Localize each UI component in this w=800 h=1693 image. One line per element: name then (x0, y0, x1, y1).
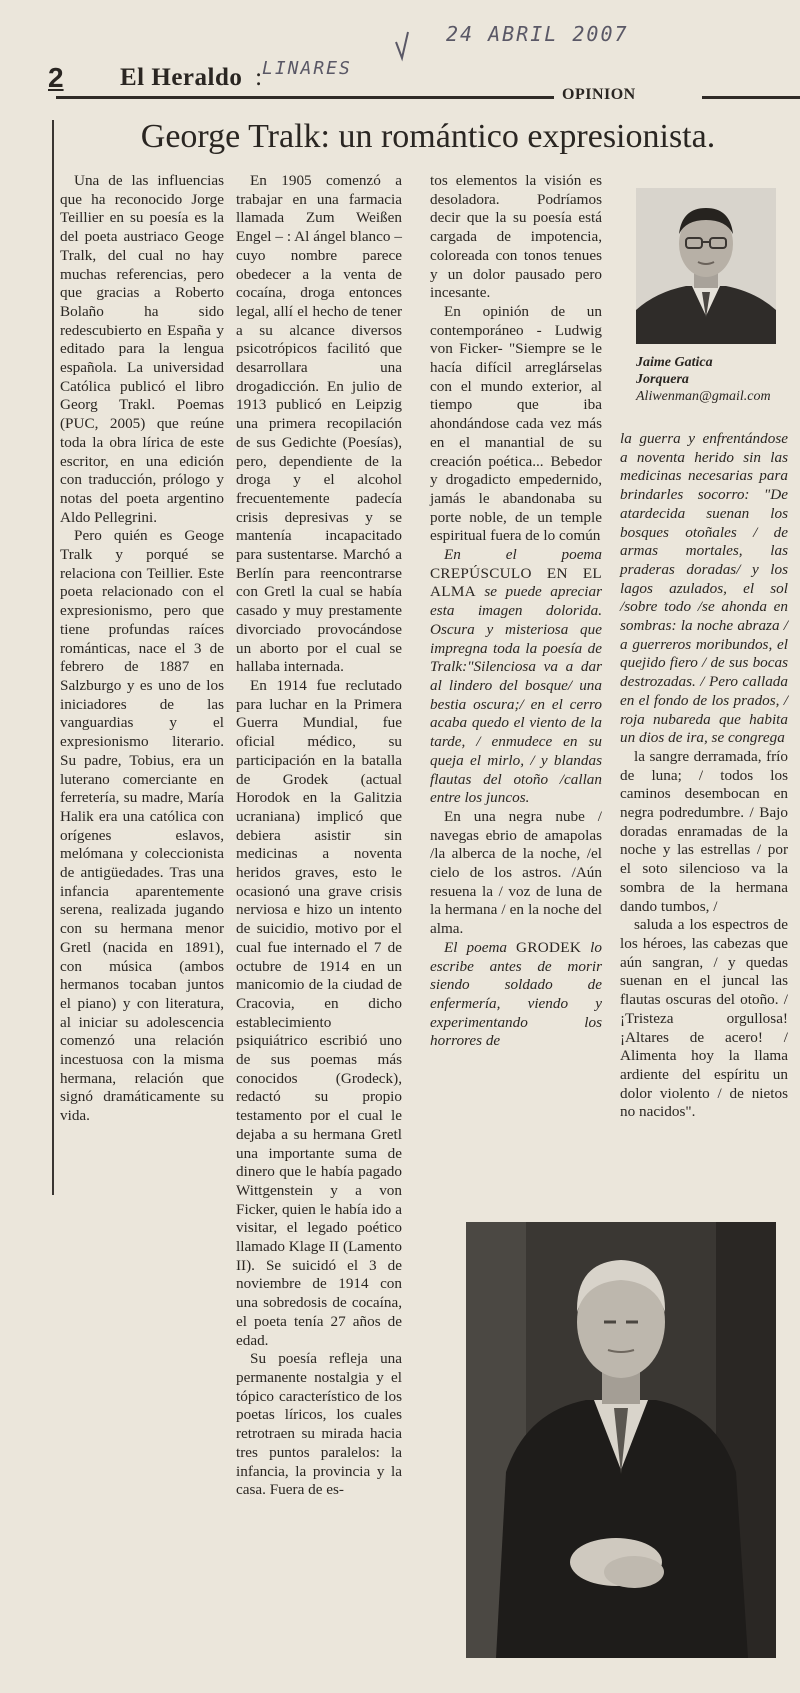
handwritten-city: LINARES (262, 58, 352, 79)
article-column-4 (620, 430, 788, 1122)
article-column-1 (60, 172, 224, 1126)
author-portrait-image (636, 188, 776, 344)
poet-photograph (466, 1222, 776, 1658)
poem-excerpt: la guerra y enfrentándose a noventa herido sin las medicinas necesarias para brindarles socorro: "De atardecida suenan los bosques otoñales / de armas mortales, las praderas doradas/ y los lagos azulados, el sol /sobre todo /se ahonda en sombras: la noche abraza / a guerreros moribundos, el quejido fiero / de sus bocas destrozadas. / Pero callada en el fondo de los prados, / roja nubareda que habita un dios de ira, se congrega (620, 430, 788, 747)
author-portrait (636, 188, 776, 344)
poem-excerpt: se puede apreciar esta imagen dolorida. Oscura y misteriosa que impregna toda la poesía de Tralk:"Silenciosa va a dar al lindero del bosque/ una bestia oscura;/ en el cerro acaba quedo el viento de la tarde, / enmudece en su queja el mirlo, / y blandas flautas del otoño /callan entre los juncos. (430, 583, 602, 807)
article-column-2 (236, 172, 402, 1500)
masthead-rule-left (56, 96, 554, 99)
author-email: Aliwenman@gmail.com (636, 389, 771, 404)
poem-intro-lead: En el poema (444, 546, 602, 564)
poet-photograph-image (466, 1222, 776, 1658)
poem-title: CREPÚSCULO EN EL ALMA (430, 564, 602, 601)
article-paragraph: En 1905 comenzó a trabajar en una farmacia llamada Zum Weißen Engel – : Al ángel blanco – cuyo nombre parece obedecer a la venta de cocaína, droga entonces legal, allí el hecho de tener a su alcance diversos psicotrópicos facilitó que desarrollara una drogadicción. En julio de 1913 publicó en Leipzig una primera recopilación de sus Gedichte (Poesías), pero, dependiente de la droga y el alcohol frecuentemente padecía crisis depresivas y se mantenía incapacitado para sustentarse. Marchó a Berlín para reencontrarse con Gretl la cual se había casado y muy prestamente divorciado provocándose un aborto por el cual se hallaba internada. (236, 172, 402, 676)
masthead-separator: : (255, 64, 263, 91)
section-label: OPINION (562, 86, 636, 103)
article-paragraph: saluda a los espectros de los héroes, las cabezas que aún sangran, / y quedas suenan en el juncal las flautas oscuras del otoño. / ¡Tristeza orgullosa! ¡Altares de acero! / Alimenta hoy la llama ardiente del espíritu un dolor violento / de nietos no nacidos". (620, 916, 788, 1121)
article-paragraph: En una negra nube / navegas ebrio de amapolas /la alberca de la noche, /el cielo de los astros. /Aún resuena la / voz de luna de la hermana / en la noche del alma. (430, 807, 602, 938)
poem-intro-paragraph (430, 939, 602, 1051)
author-byline (636, 354, 771, 405)
article-headline: George Tralk: un romántico expresionista. (140, 118, 716, 155)
article-paragraph: En opinión de un contemporáneo - Ludwig von Ficker- "Siempre se le hacía difícil arreglárselas con el mundo exterior, al tiempo que iba ahondándose cada vez más en el manantial de su creación poética... Bebedor y drogadicto empedernido, jamás le abandonaba su porte noble, de un temple espiritual fuera de lo común (430, 302, 602, 545)
article-paragraph: Una de las influencias que ha reconocido Jorge Teillier en su poesía es la del poeta austriaco Geoge Tralk, del cual no hay muchas referencias, pero que gracias a Roberto Bolaño ha sido redescubierto en España y editado para la lengua española. La universidad Católica publicó el libro Georg Trakl. Poemas (PUC, 2005) que reúne toda la obra lírica de este escritor, en una edición con traducción, prólogo y notas del poeta argentino Aldo Pellegrini. (60, 172, 224, 526)
handwritten-check-mark (392, 28, 412, 64)
handwritten-date: 24 ABRIL 2007 (446, 22, 629, 46)
poem-intro-lead: El poema (444, 938, 517, 956)
poem-title: GRODEK (516, 938, 582, 956)
poem-intro-paragraph (430, 546, 602, 808)
article-column-3 (430, 172, 602, 1051)
author-name-line1: Jaime Gatica (636, 355, 713, 370)
newspaper-name (120, 64, 263, 92)
page-number: 2 (48, 62, 64, 93)
left-border-rule (52, 120, 54, 1195)
article-paragraph: la sangre derramada, frío de luna; / todos los caminos desembocan en negra podredumbre. / Bajo doradas enramadas de la noche y las estrellas / por el soto silencioso va la sombra de la hermana dando tumbos, / (620, 747, 788, 915)
article-paragraph: En 1914 fue reclutado para luchar en la Primera Guerra Mundial, fue oficial médico, su participación en la batalla de Grodek (actual Horodok en la Galitzia ucraniana) implicó que debiera asistir sin medicinas a noventa heridos graves, esto le ocasionó una grave crisis nerviosa e hizo un intento de suicidio, motivo por el cual fue internado el 7 de octubre de 1914 en un manicomio de la ciudad de Cracovia, en dicho establecimiento psiquiátrico escribió uno de sus poemas más conocidos (Grodeck), redactó su propio testamento por el cual le dejaba a su hermana Gretl una importante suma de dinero que le había pagado Wittgenstein y a von Ficker, quien le había ido a visitar, el legado poético llamado Klage II (Lamento II). Se suicidó el 3 de noviembre de 1914 con una sobredosis de cocaína, el poeta tenía 27 años de edad. (236, 676, 402, 1349)
article-paragraph: tos elementos la visión es desoladora. Podríamos decir que la su poesía está cargada de impotencia, coloreada con tonos tenues y un dolor pausado pero incesante. (430, 172, 602, 302)
article-paragraph: Pero quién es Geoge Tralk y porqué se relaciona con Teillier. Este poeta relacionado con el expresionismo, pero que tiene profundas raíces románticas, nace el 3 de febrero de 1887 en Salzburgo y es uno de los iniciadores de las vanguardias y el expresionismo literario. Su padre, Tobius, era un luterano comerciante en ferretería, su madre, María Halik era una católica con orígenes eslavos, melómana y coleccionista de antigüedades. Tras una infancia aparentemente serena, realizada jugando con su hermana menor Gretl (nacida en 1891), con música (ambos hermanos tocaban juntos el piano) y con literatura, al iniciar su adolescencia comenzó una relación incestuosa con la misma hermana, relación que signó dramáticamente su vida. (60, 527, 224, 1125)
article-paragraph: Su poesía refleja una permanente nostalgia y el tópico característico de los poetas líricos, los cuales retrotraen su mirada hacia tres puntos paralelos: la infancia, la provincia y la casa. Fuera de es- (236, 1350, 402, 1499)
poem-intro-text: lo escribe antes de morir siendo soldado de enfermería, viendo y experimentando los horrores de (430, 938, 602, 1050)
masthead-rule-right (702, 96, 800, 99)
author-name-line2: Jorquera (636, 372, 689, 387)
newspaper-title: El Heraldo (120, 64, 243, 91)
